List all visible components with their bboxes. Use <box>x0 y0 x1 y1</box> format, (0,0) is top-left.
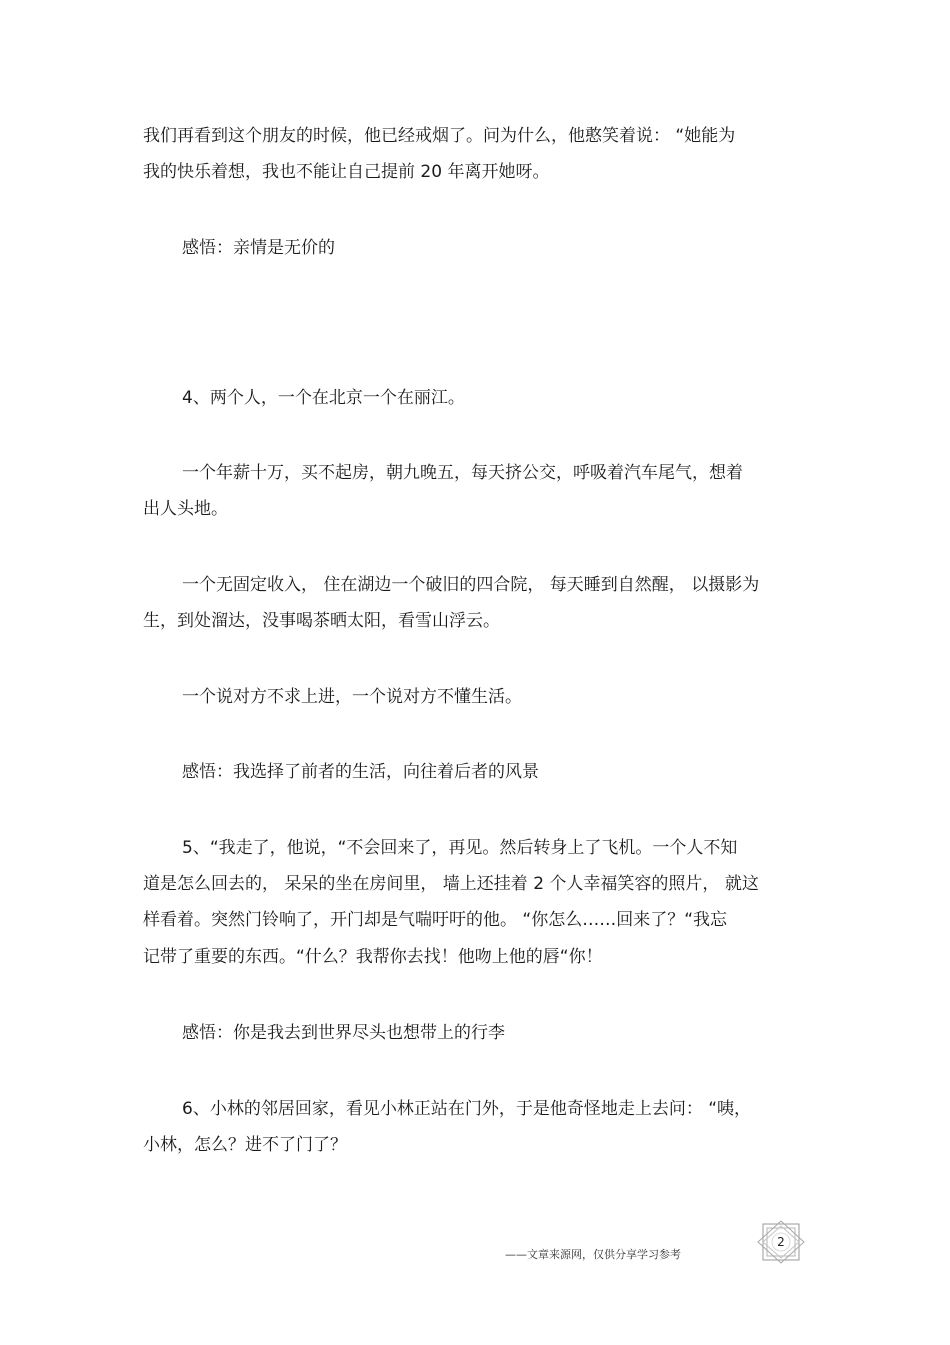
footer-source-text: ——文章来源网，仅供分享学习参考 <box>505 1248 681 1261</box>
paragraph-line: 一个说对方不求上进，一个说对方不懂生活。 <box>182 687 522 707</box>
paragraph-line: 一个年薪十万，买不起房，朝九晚五，每天挤公交，呼吸着汽车尾气，想着 <box>182 463 743 483</box>
paragraph-line: 感悟：你是我去到世界尽头也想带上的行李 <box>182 1023 505 1043</box>
paragraph-line: 5、“我走了，他说，“不会回来了，再见。然后转身上了飞机。一个人不知 <box>182 838 738 858</box>
paragraph-line: 小林，怎么？进不了门了？ <box>143 1135 347 1155</box>
paragraph-line: 我们再看到这个朋友的时候，他已经戒烟了。问为什么，他憨笑着说： “她能为 <box>143 126 736 146</box>
paragraph-line: 感悟：我选择了前者的生活，向往着后者的风景 <box>182 762 539 782</box>
paragraph-line: 6、小林的邻居回家，看见小林正站在门外，于是他奇怪地走上去问： “咦， <box>182 1099 752 1119</box>
paragraph-line: 4、两个人，一个在北京一个在丽江。 <box>182 388 465 408</box>
paragraph-line: 道是怎么回去的， 呆呆的坐在房间里， 墙上还挂着 2 个人幸福笑容的照片， 就这 <box>143 874 759 894</box>
paragraph-line: 感悟：亲情是无价的 <box>182 238 335 258</box>
paragraph-line: 生，到处溜达，没事喝茶晒太阳，看雪山浮云。 <box>143 611 500 631</box>
page-number-badge <box>756 1220 806 1264</box>
paragraph-line: 记带了重要的东西。“什么？我帮你去找！他吻上他的唇“你！ <box>143 947 603 967</box>
paragraph-line: 一个无固定收入， 住在湖边一个破旧的四合院， 每天睡到自然醒， 以摄影为 <box>182 575 760 595</box>
paragraph-line: 出人头地。 <box>143 499 228 519</box>
page-number: 2 <box>777 1235 785 1249</box>
paragraph-line: 样看着。突然门铃响了，开门却是气喘吁吁的他。 “你怎么……回来了？“我忘 <box>143 910 728 930</box>
paragraph-line: 我的快乐着想，我也不能让自己提前 20 年离开她呀。 <box>143 162 550 182</box>
